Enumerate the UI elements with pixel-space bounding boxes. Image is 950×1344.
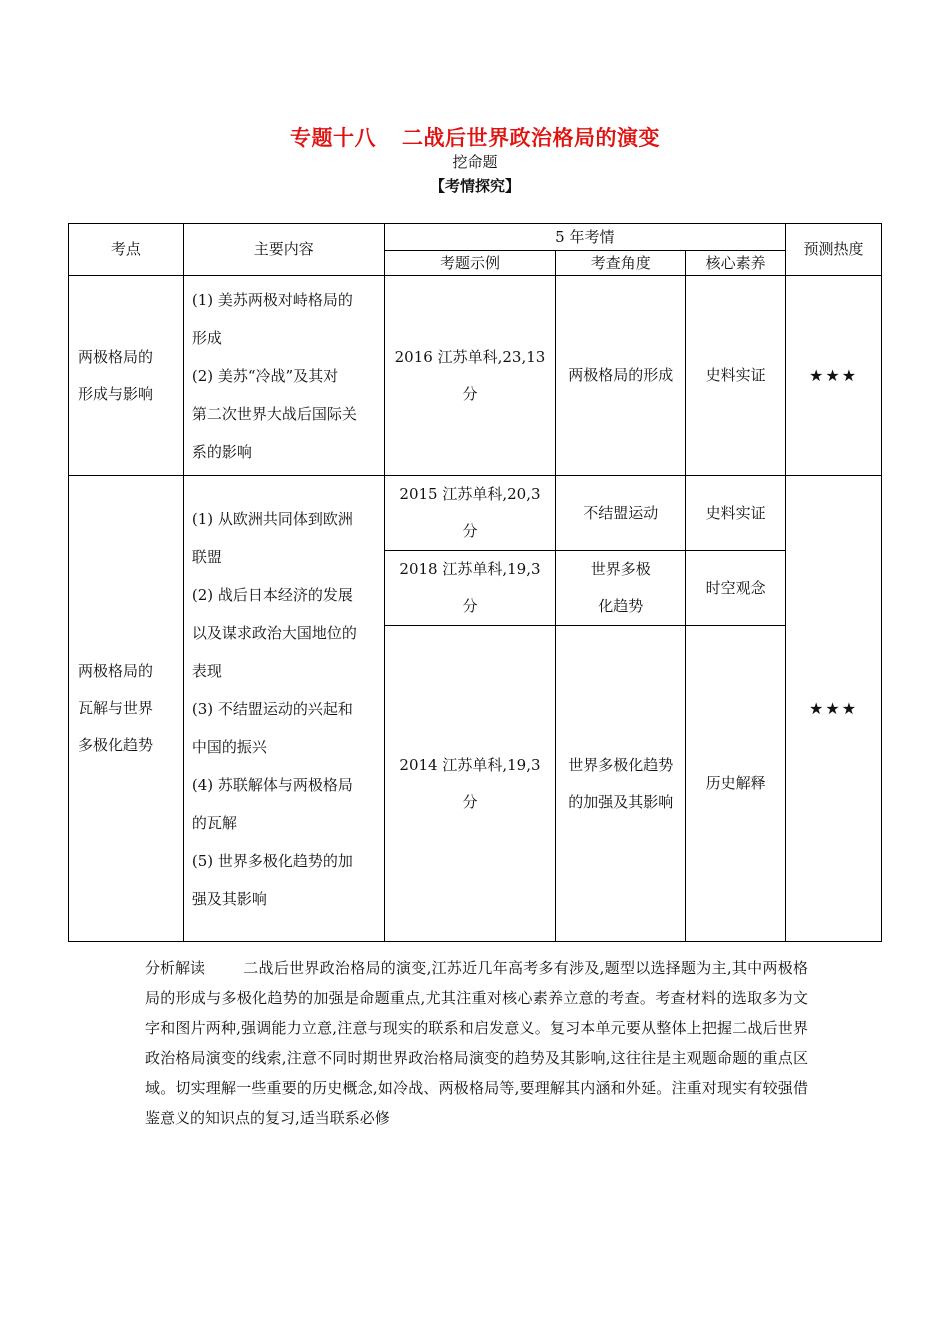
- analysis-paragraph: [145, 953, 808, 1133]
- angle-line: 世界多极: [590, 560, 651, 578]
- angle-line: 世界多极化趋势: [568, 755, 674, 774]
- kaodian-line: 瓦解与世界: [78, 699, 154, 717]
- content-line: (3) 不结盟运动的兴起和: [191, 699, 353, 718]
- content-line: 强及其影响: [191, 889, 267, 908]
- literacy-cell: 历史解释: [686, 626, 786, 942]
- literacy-cell: 时空观念: [686, 551, 786, 626]
- angle-line: 两极格局的形成: [568, 366, 674, 384]
- content-cell: [183, 276, 384, 476]
- example-cell: 2018 江苏单科,19,3 分: [384, 551, 556, 626]
- heat-rating: ★★★: [786, 276, 882, 476]
- angle-cell: 不结盟运动: [556, 476, 686, 551]
- kaodian-line: 形成与影响: [78, 384, 154, 403]
- header-heat: 预测热度: [786, 224, 882, 276]
- content-line: 第二次世界大战后国际关: [191, 404, 357, 423]
- angle-line: 化趋势: [598, 597, 644, 615]
- analysis-text: 二战后世界政治格局的演变,江苏近几年高考多有涉及,题型以选择题为主,其中两极格局的形成与多极化趋势的加强是命题重点,尤其注重对核心素养立意的考查。考查材料的选取多为文字和图片两种,强调能力立意,注意与现实的联系和启发意义。复习本单元要从整体上把握二战后世界政治格局演变的线索,注意不同时期世界政治格局演变的趋势及其影响,这往往是主观题命题的重点区域。切实理解一些重要的历史概念,如冷战、两极格局等,要理解其内涵和外延。注重对现实有较强借鉴意义的知识点的复习,适当联系必修: [145, 959, 808, 1127]
- section-heading: 【考情探究】: [429, 177, 520, 195]
- exam-analysis-table: [68, 223, 882, 942]
- content-line: (5) 世界多极化趋势的加: [191, 851, 353, 870]
- literacy-cell: 史料实证: [686, 276, 786, 476]
- analysis-label: 分析解读: [145, 959, 206, 977]
- content-line: (1) 美苏两极对峙格局的: [191, 290, 353, 309]
- example-cell: [384, 276, 556, 476]
- content-line: (2) 战后日本经济的发展: [191, 585, 353, 604]
- example-cell: 2014 江苏单科,19,3 分: [384, 626, 556, 942]
- header-angle: 考查角度: [556, 251, 686, 276]
- content-line: 中国的振兴: [191, 737, 267, 756]
- angle-cell: [556, 551, 686, 626]
- angle-cell: [556, 626, 686, 942]
- content-line: (1) 从欧洲共同体到欧洲: [191, 509, 353, 528]
- kaodian-cell: [69, 476, 184, 942]
- content-line: 联盟: [191, 547, 222, 566]
- header-kaodian: 考点: [69, 224, 184, 276]
- content-cell: [183, 476, 384, 942]
- subtitle: 挖命题: [452, 153, 498, 171]
- angle-line: 的加强及其影响: [568, 792, 674, 811]
- table-row: [69, 276, 882, 476]
- table-row: [69, 476, 882, 551]
- header-example: 考题示例: [384, 251, 556, 276]
- content-line: 的瓦解: [191, 813, 237, 832]
- kaodian-line: 两极格局的: [78, 662, 154, 680]
- title-topic-name: 二战后世界政治格局的演变: [402, 126, 660, 150]
- example-cell: 2015 江苏单科,20,3 分: [384, 476, 556, 551]
- kaodian-line: 多极化趋势: [78, 736, 154, 754]
- header-literacy: 核心素养: [686, 251, 786, 276]
- example-line: 分: [462, 384, 478, 403]
- angle-cell: [556, 276, 686, 476]
- content-line: (4) 苏联解体与两极格局: [191, 775, 353, 794]
- heat-rating: ★★★: [786, 476, 882, 942]
- title-topic-number: 专题十八: [290, 126, 376, 150]
- header-row: [69, 224, 882, 251]
- kaodian-cell: [69, 276, 184, 476]
- header-content: 主要内容: [183, 224, 384, 276]
- content-line: 以及谋求政治大国地位的: [191, 623, 357, 642]
- content-line: 表现: [191, 661, 222, 680]
- example-line: 2016 江苏单科,23,13: [394, 347, 546, 366]
- page-title: [0, 122, 950, 152]
- header-five-year: 5 年考情: [384, 224, 785, 251]
- content-line: 系的影响: [191, 442, 252, 461]
- content-line: 形成: [191, 328, 222, 347]
- kaodian-line: 两极格局的: [78, 347, 154, 366]
- literacy-cell: 史料实证: [686, 476, 786, 551]
- content-line: (2) 美苏“冷战”及其对: [191, 366, 339, 385]
